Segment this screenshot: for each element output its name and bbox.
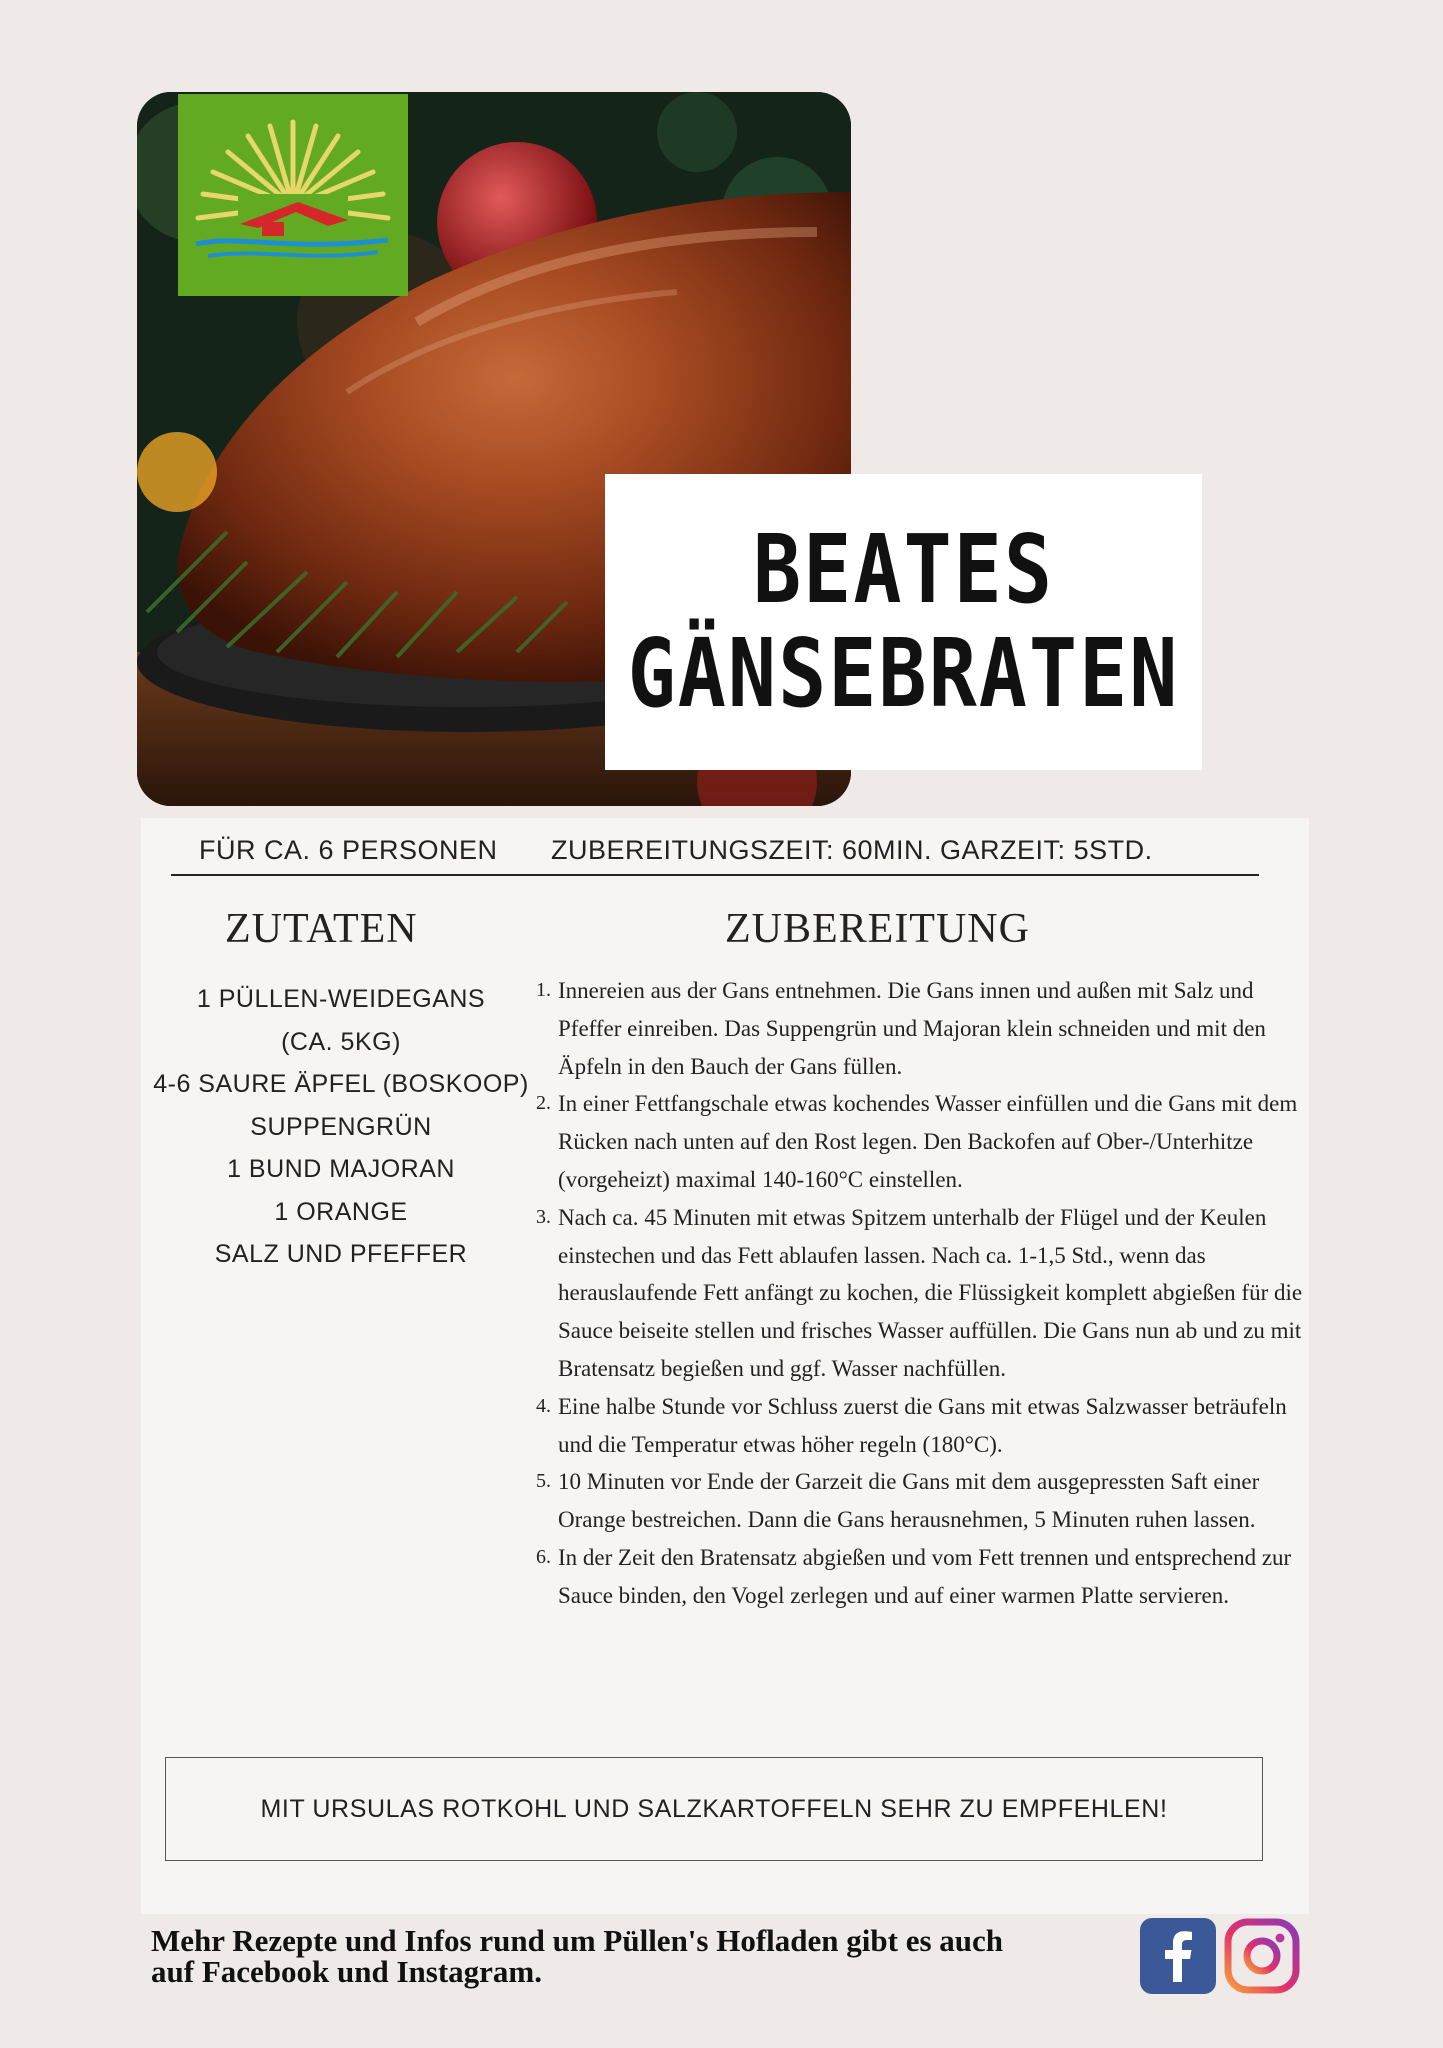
serving-tip-text: MIT URSULAS ROTKOHL UND SALZKARTOFFELN SEHR ZU EMPFEHLEN!	[260, 1794, 1168, 1823]
step-text: Innereien aus der Gans entnehmen. Die Gans innen und außen mit Salz und Pfeffer einreiben. Das Suppengrün und Majoran klein schneiden und mit den Äpfeln in den Bauch der Gans füllen.	[558, 978, 1266, 1079]
recipe-title-line-2: GÄNSEBRATEN	[627, 618, 1180, 729]
recipe-meta	[199, 830, 1153, 870]
recipe-title-box	[605, 474, 1202, 770]
facebook-icon[interactable]	[1140, 1918, 1216, 1994]
ingredients-list	[141, 978, 541, 1276]
preparation-step	[536, 1539, 1308, 1615]
facebook-glyph	[1140, 1918, 1216, 1994]
ingredient-item: (CA. 5KG)	[281, 1027, 401, 1056]
ingredient-item: 1 BUND MAJORAN	[227, 1155, 455, 1183]
ingredient-item: SALZ UND PFEFFER	[214, 1240, 468, 1268]
ingredient-item: 1 PÜLLEN-WEIDEGANS	[196, 985, 486, 1013]
step-number: 3.	[536, 1205, 551, 1228]
step-number: 2.	[536, 1092, 551, 1115]
step-number: 4.	[536, 1394, 551, 1417]
preparation-step	[536, 1388, 1308, 1464]
recipe-title-line-1: BEATES	[753, 514, 1054, 625]
preparation-step	[536, 1199, 1308, 1388]
servings: FÜR CA. 6 PERSONEN	[199, 834, 498, 865]
step-text: In der Zeit den Bratensatz abgießen und vom Fett trennen und entsprechend zur Sauce binden, den Vogel zerlegen und auf einer warmen Platte servieren.	[558, 1544, 1292, 1608]
farm-logo-graphic	[178, 94, 408, 296]
cooking-times: ZUBEREITUNGSZEIT: 60MIN. GARZEIT: 5STD.	[551, 834, 1153, 865]
footer-note	[151, 1925, 1131, 1987]
preparation-step	[536, 1085, 1308, 1198]
instagram-icon[interactable]	[1224, 1918, 1300, 1994]
ingredient-item: 1 ORANGE	[274, 1197, 408, 1226]
preparation-heading: ZUBEREITUNG	[725, 906, 1030, 952]
step-text: In einer Fettfangschale etwas kochendes Wasser einfüllen und die Gans mit dem Rücken nach unten auf den Rost legen. Den Backofen auf Ober-/Unterhitze (vorgeheizt) maximal 140-160°C einstellen.	[558, 1091, 1298, 1192]
footer-line-2: auf Facebook und Instagram.	[151, 1954, 542, 1989]
preparation-steps	[536, 972, 1308, 1615]
step-text: 10 Minuten vor Ende der Garzeit die Gans mit dem ausgepressten Saft einer Orange bestreichen. Dann die Gans herausnehmen, 5 Minuten ruhen lassen.	[558, 1469, 1260, 1533]
step-text: Nach ca. 45 Minuten mit etwas Spitzem unterhalb der Flügel und der Keulen einstechen und das Fett ablaufen lassen. Nach ca. 1-1,5 Std., wenn das herauslaufende Fett anfängt zu kochen, die Flüssigkeit komplett abgießen für die Sauce beiseite stellen und frisches Wasser auffüllen. Die Gans nun ab und zu mit Bratensatz begießen und ggf. Wasser nachfüllen.	[558, 1204, 1303, 1381]
instagram-glyph	[1224, 1918, 1300, 1994]
ingredient-item: 4-6 SAURE ÄPFEL (BOSKOOP)	[153, 1070, 529, 1098]
footer-line-1: Mehr Rezepte und Infos rund um Püllen's Hofladen gibt es auch	[151, 1923, 1004, 1958]
step-number: 5.	[536, 1470, 551, 1493]
step-number: 6.	[536, 1545, 551, 1568]
meta-divider	[171, 874, 1259, 876]
preparation-step	[536, 1463, 1308, 1539]
serving-tip	[165, 1757, 1263, 1861]
ingredients-heading: ZUTATEN	[225, 906, 418, 952]
step-number: 1.	[536, 979, 551, 1001]
step-text: Eine halbe Stunde vor Schluss zuerst die Gans mit etwas Salzwasser beträufeln und die Temperatur etwas höher regeln (180°C).	[558, 1393, 1287, 1457]
preparation-step	[536, 972, 1308, 1085]
ingredient-item: SUPPENGRÜN	[250, 1112, 432, 1141]
farm-logo	[178, 94, 408, 296]
